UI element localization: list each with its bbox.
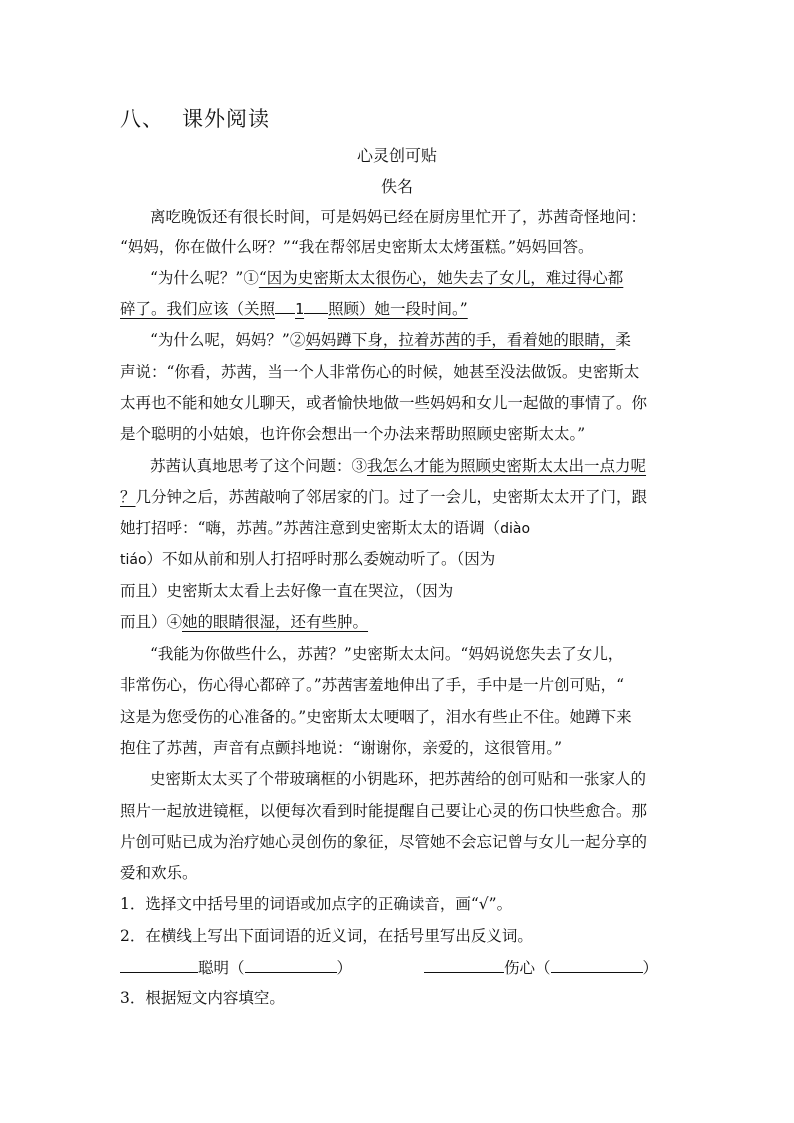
p4-line-4-post: ）不如从前和别人打招呼时那么委婉动听了。（因为 [146,550,496,568]
blank-number: 1 [295,300,305,318]
pinyin-option-1: diào [500,521,531,537]
p4-line-1 [150,456,646,476]
p6-line-2: 照片一起放进镜框，以便每次看到时能提醒自己要让心灵的伤口快些愈合。那 [120,802,648,820]
p2-line-2 [120,298,468,319]
p4-line-6 [120,612,368,632]
p3-line-3: 太再也不能和她女儿聊天，或者愉快地做一些妈妈和女儿一起做的事情了。你 [120,394,648,412]
underlined-sentence-1a: “因为史密斯太太很伤心，她失去了女儿，难过得心都 [258,269,624,287]
p5-line-3: 这是为您受伤的心准备的。”史密斯太太哽咽了，泪水有些止不住。她蹲下来 [120,708,632,726]
paren-close-2: ） [642,959,659,977]
p3-line-1-post: 柔 [615,331,631,349]
p4-line-1-pre: 苏茜认真地思考了这个问题：③ [150,457,368,475]
p5-line-1: “我能为你做些什么，苏茜？”史密斯太太问。“妈妈说您失去了女儿， [150,645,624,663]
p4-line-2-post: 几分钟之后，苏茜敲响了邻居家的门。过了一会儿，史密斯太太开了门，跟 [135,488,648,506]
p4-line-5: 而且）史密斯太太看上去好像一直在哭泣，（因为 [120,582,454,600]
question-2-answer-row [120,957,352,978]
p1-line-1: 离吃晚饭还有很长时间，可是妈妈已经在厨房里忙开了，苏茜奇怪地问： [150,208,647,226]
answer-blank [304,298,328,314]
p6-line-3: 片创可贴已成为治疗她心灵创伤的象征，尽管她不会忘记曾与女儿一起分享的 [120,833,648,851]
p2-line-1-pre: “为什么呢？”① [150,269,259,287]
p4-line-6-pre: 而且）④ [120,613,183,631]
paren-open-2: （ [535,959,551,977]
synonym-blank-1[interactable] [120,957,198,973]
underlined-sentence-1c: 照顾）她一段时间。” [328,300,468,318]
p4-line-2 [120,487,647,507]
pinyin-option-2: tiáo [120,552,147,568]
p4-line-3 [120,518,530,539]
word-1: 聪明 [198,959,230,977]
p6-line-4: 爱和欢乐。 [120,864,198,882]
question-3: 3．根据短文内容填空。 [120,989,285,1007]
question-2-answer-row-2 [424,957,658,978]
underlined-sentence-3b: ？ [120,488,136,506]
antonym-blank-2[interactable] [551,957,643,973]
p3-line-1-pre: “为什么呢，妈妈？”② [150,331,306,349]
synonym-blank-2[interactable] [424,957,504,973]
p2-line-1 [150,268,623,288]
p3-line-1 [150,330,631,350]
underlined-sentence-2: 妈妈蹲下身，拉着苏茜的手，看着她的眼睛， [305,331,616,349]
p1-line-2: “妈妈，你在做什么呀？”“我在帮邻居史密斯太太烤蛋糕。”妈妈回答。 [120,238,594,256]
section-number: 八、 [120,107,164,131]
question-1: 1．选择文中括号里的词语或加点字的正确读音，画“√”。 [120,895,513,913]
paren-open-1: （ [229,959,245,977]
p4-line-3-pre: 她打招呼：“嗨，苏茜。”苏茜注意到史密斯太太的语调（ [120,519,501,537]
p6-line-1: 史密斯太太买了个带玻璃框的小钥匙环，把苏茜给的创可贴和一张家人的 [150,770,647,788]
word-2: 伤心 [504,959,536,977]
question-2: 2．在横线上写出下面词语的近义词，在括号里写出反义词。 [120,927,533,945]
story-author: 佚名 [380,177,413,196]
p5-line-4: 抱住了苏茜，声音有点颤抖地说：“谢谢你，亲爱的，这很管用。” [120,739,563,757]
story-title: 心灵创可贴 [356,146,437,165]
p4-line-4 [120,549,495,570]
underlined-sentence-4: 她的眼睛很湿，还有些肿。 [182,613,369,631]
antonym-blank-1[interactable] [245,957,337,973]
underlined-sentence-1b: 碎了。我们应该（关照 [120,300,276,318]
p3-line-2: 声说：“你看，苏茜，当一个人非常伤心的时候，她甚至没法做饭。史密斯太 [120,363,640,381]
section-heading [120,103,270,133]
answer-blank [275,298,295,314]
p5-line-2: 非常伤心，伤心得心都碎了。”苏茜害羞地伸出了手，手中是一片创可贴，“ [120,676,625,694]
section-title: 课外阅读 [182,107,270,131]
paren-close-1: ） [336,959,353,977]
underlined-sentence-3a: 我怎么才能为照顾史密斯太太出一点力呢 [367,457,647,475]
p3-line-4: 是个聪明的小姑娘，也许你会想出一个办法来帮助照顾史密斯太太。” [120,425,586,443]
